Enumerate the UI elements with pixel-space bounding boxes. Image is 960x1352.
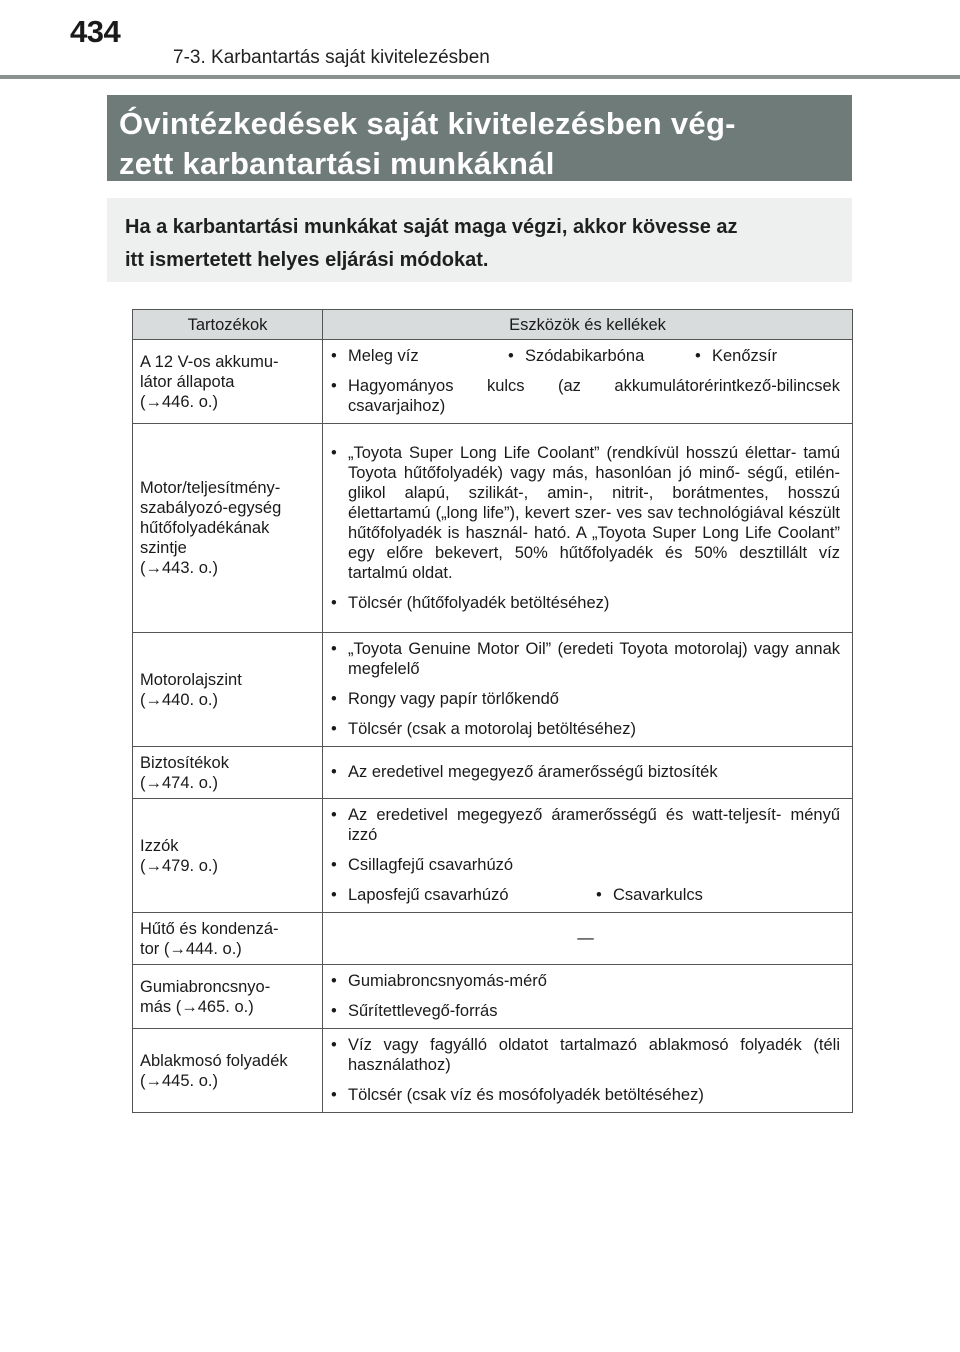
- tools-cell: [323, 965, 853, 1029]
- page-header: [0, 0, 960, 80]
- tool-item: • „Toyota Genuine Motor Oil” (eredeti Toyota motorolaj) vagy annak megfelelő: [331, 639, 840, 679]
- tool-item: • Az eredetivel megegyező áramerősségű biztosíték: [331, 762, 840, 782]
- header-divider: [0, 75, 960, 79]
- item-label-line: Motor/teljesítmény-: [140, 479, 281, 497]
- tools-cell: [323, 340, 853, 424]
- item-label-line: látor állapota: [140, 372, 235, 391]
- page-title: [107, 95, 852, 181]
- tool-item: • Gumiabroncsnyomás-mérő: [331, 971, 840, 991]
- tool-item: • Tölcsér (csak víz és mosófolyadék betöltéséhez): [331, 1085, 840, 1105]
- page-number: 434: [70, 14, 121, 49]
- item-label-line: Hűtő és kondenzá-: [140, 919, 279, 938]
- table-row: [133, 340, 853, 424]
- tools-cell: [323, 799, 853, 913]
- tools-cell: [323, 424, 853, 633]
- tool-item: • Tölcsér (csak a motorolaj betöltéséhez): [331, 719, 840, 739]
- intro-box: [107, 198, 852, 282]
- table-row: [133, 913, 853, 965]
- column-header-tools: Eszközök és kellékek: [323, 310, 853, 340]
- item-label-line: hűtőfolyadékának: [140, 519, 270, 537]
- item-cell: [133, 965, 323, 1029]
- item-label-line: Biztosítékok: [140, 753, 229, 772]
- inline-tools: [331, 346, 840, 366]
- tools-cell: [323, 747, 853, 799]
- empty-dash: —: [577, 929, 594, 947]
- tool-item: • „Toyota Super Long Life Coolant” (rendkívül hosszú élettar- tamú Toyota hűtőfolyadék) vagy más, hasonlóan jó minő- ségű, etilén-glikol alapú, szilikát-, amin-, nitrit-, borátmentes, hosszú élettartamú („long life”), kevert szer- ves sav technológiával készült hűtőfolyadék is használ- ható. A „Toyota Super Long Life Coolant” egy előre bekevert, 50% hűtőfolyadék és 50% desztillált víz tartalmú oldat.: [331, 443, 840, 583]
- table-row: [133, 424, 853, 633]
- item-label-line: (→440. o.): [140, 690, 218, 709]
- item-label-line: Motorolajszint: [140, 670, 242, 689]
- table-header-row: [133, 310, 853, 340]
- table-row: [133, 747, 853, 799]
- item-label-line: tor (→444. o.): [140, 939, 242, 958]
- item-label-line: más (→465. o.): [140, 997, 254, 1016]
- item-label-line: Gumiabroncsnyo-: [140, 977, 271, 996]
- tools-cell: [323, 1029, 853, 1113]
- tool-item: • Kenőzsír: [695, 346, 777, 366]
- tool-item: • Csavarkulcs: [596, 885, 703, 905]
- page-title-line: zett karbantartási munkáknál: [119, 146, 555, 181]
- item-label-line: (→446. o.): [140, 392, 218, 411]
- tools-cell: [323, 913, 853, 965]
- item-cell: [133, 1029, 323, 1113]
- item-label-line: (→474. o.): [140, 773, 218, 792]
- column-header-items: Tartozékok: [133, 310, 323, 340]
- table-row: [133, 1029, 853, 1113]
- item-cell: [133, 340, 323, 424]
- tools-cell: [323, 633, 853, 747]
- inline-tools: [331, 885, 840, 905]
- table-row: [133, 633, 853, 747]
- item-label-line: szintje: [140, 539, 187, 557]
- table-row: [133, 965, 853, 1029]
- tool-item: • Tölcsér (hűtőfolyadék betöltéséhez): [331, 593, 840, 613]
- section-title: 7-3. Karbantartás saját kivitelezésben: [173, 47, 490, 68]
- item-label-line: A 12 V-os akkumu-: [140, 352, 279, 371]
- item-cell: [133, 633, 323, 747]
- item-label-line: (→443. o.): [140, 559, 218, 577]
- item-label-line: (→445. o.): [140, 1071, 218, 1090]
- tool-item: • Szódabikarbóna: [508, 346, 695, 366]
- item-cell: [133, 424, 323, 633]
- item-label-line: (→479. o.): [140, 856, 218, 875]
- requirements-table: [132, 309, 853, 1113]
- table-row: [133, 799, 853, 913]
- tool-item: • Csillagfejű csavarhúzó: [331, 855, 840, 875]
- item-label-line: Izzók: [140, 836, 179, 855]
- tool-item: • Hagyományos kulcs (az akkumulátorérintkező-bilincsek csavarjaihoz): [331, 376, 840, 416]
- item-cell: [133, 747, 323, 799]
- tool-item: • Rongy vagy papír törlőkendő: [331, 689, 840, 709]
- tool-item: • Meleg víz: [331, 346, 508, 366]
- tool-item: • Sűrítettlevegő-forrás: [331, 1001, 840, 1021]
- page-title-line: Óvintézkedések saját kivitelezésben vég-: [119, 106, 736, 141]
- item-cell: [133, 913, 323, 965]
- item-label-line: szabályozó-egység: [140, 499, 282, 517]
- tool-item: • Az eredetivel megegyező áramerősségű és watt-teljesít- ményű izzó: [331, 805, 840, 845]
- tool-item: • Víz vagy fagyálló oldatot tartalmazó ablakmosó folyadék (téli használathoz): [331, 1035, 840, 1075]
- item-label-line: Ablakmosó folyadék: [140, 1051, 288, 1070]
- intro-line: Ha a karbantartási munkákat saját maga végzi, akkor kövesse az: [125, 216, 738, 238]
- tool-item: • Laposfejű csavarhúzó: [331, 885, 596, 905]
- item-cell: [133, 799, 323, 913]
- intro-line: itt ismertetett helyes eljárási módokat.: [125, 249, 489, 271]
